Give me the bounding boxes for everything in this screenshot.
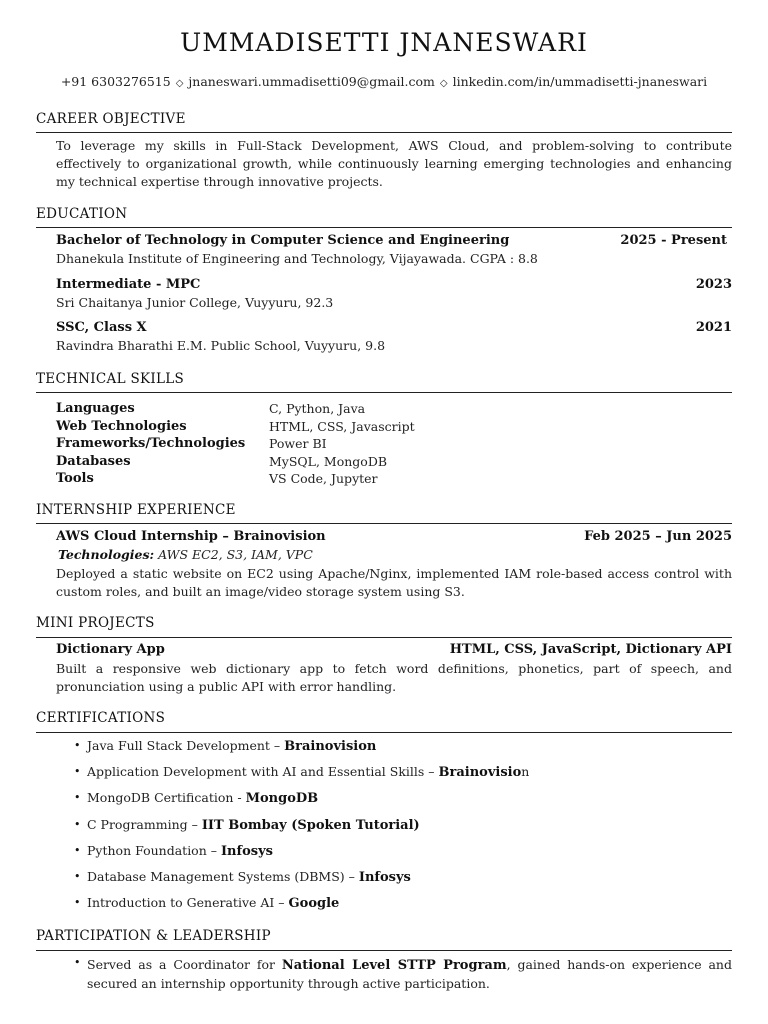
section-divider [36,732,732,733]
leadership-item [74,956,732,993]
education-degree: Intermediate - MPC [56,277,201,292]
section-title-technical-skills: TECHNICAL SKILLS [36,371,185,387]
cert-issuer: IIT Bombay (Spoken Tutorial) [201,817,420,833]
skill-row [56,470,732,488]
certifications-list [74,736,732,919]
section-divider [36,392,732,393]
cert-issuer: Google [288,896,340,912]
cert-issuer: Brainovision [284,739,377,754]
leadership-suffix: , gained hands-on experience and secured an internship opportunity through active participation. [87,957,732,991]
list-item [74,815,732,841]
project-stack: HTML, CSS, JavaScript, Dictionary API [449,642,732,657]
bullet-icon: • [74,869,81,883]
education-institution: Ravindra Bharathi E.M. Public School, Vuyyuru, 9.8 [56,338,386,353]
education-institution: Dhanekula Institute of Engineering and Technology, Vijayawada. CGPA : 8.8 [56,251,538,266]
internship-role: AWS Cloud Internship – Brainovision [56,529,326,544]
contact-line [0,74,768,89]
bullet-icon: • [74,791,81,805]
education-degree: SSC, Class X [56,320,147,335]
section-divider [36,950,732,951]
skills-table [56,400,732,488]
section-divider [36,132,732,133]
skill-category: Languages [56,401,135,416]
skill-values: MySQL, MongoDB [269,453,388,469]
section-divider [36,227,732,228]
skill-values: C, Python, Java [269,401,366,416]
cert-name: Database Management Systems (DBMS) – [87,868,359,884]
section-title-education: EDUCATION [36,206,128,222]
education-period: 2023 [695,277,732,292]
list-item [74,736,732,762]
project-name: Dictionary App [56,642,165,657]
linkedin-link[interactable]: linkedin.com/in/ummadisetti-jnaneswari [452,74,708,89]
list-item [74,762,732,788]
skill-values: Power BI [269,436,327,452]
bullet-icon: • [74,739,81,752]
diamond-separator-icon: ◇ [175,78,184,89]
bullet-icon: • [74,956,81,969]
list-item [74,841,732,867]
bullet-icon: • [74,817,81,831]
career-objective-text: To leverage my skills in Full-Stack Development, AWS Cloud, and problem-solving to contribute effectively to organizational growth, while continuously learning emerging technologies and enhancing my technical expertise through innovative projects. [56,138,732,189]
section-title-certifications: CERTIFICATIONS [36,710,166,726]
skill-category: Web Technologies [56,418,187,434]
phone-number: +91 6303276515 [60,74,171,89]
cert-name: MongoDB Certification - [87,790,246,806]
cert-name: Introduction to Generative AI – [87,895,289,911]
section-title-internship: INTERNSHIP EXPERIENCE [36,502,236,518]
technologies-value: AWS EC2, S3, IAM, VPC [158,547,313,562]
section-divider [36,637,732,638]
internship-period: Feb 2025 – Jun 2025 [584,529,732,544]
skill-row [56,435,732,453]
list-item [74,893,732,919]
internship-description: Deployed a static website on EC2 using Apache/Nginx, implemented IAM role-based access control with custom roles, and built an image/video storage system using S3. [56,566,732,599]
cert-issuer: Infosys [358,869,411,885]
section-title-mini-projects: MINI PROJECTS [36,615,155,631]
cert-issuer: Infosys [220,843,273,859]
email-link[interactable]: jnaneswari.ummadisetti09@gmail.com [188,74,435,89]
list-item [74,867,732,893]
education-institution: Sri Chaitanya Junior College, Vuyyuru, 92.3 [56,295,334,310]
cert-name: C Programming – [87,816,202,832]
list-item [74,788,732,814]
bullet-icon: • [74,843,81,857]
cert-name: Python Foundation – [87,842,221,858]
cert-issuer: Brainovisio [438,765,522,781]
technologies-label: Technologies: [58,547,155,562]
leadership-program: National Level STTP Program [281,958,507,973]
skill-values: HTML, CSS, Javascript [269,418,415,434]
skill-row [56,400,732,418]
skill-category: Databases [56,453,131,469]
candidate-name: UMMADISETTI JNANESWARI [180,28,588,57]
education-degree: Bachelor of Technology in Computer Science and Engineering [56,233,510,248]
cert-issuer: MongoDB [245,791,319,807]
skill-category: Tools [56,471,94,487]
section-divider [36,523,732,524]
skill-row [56,418,732,436]
bullet-icon: • [74,765,81,779]
project-description: Built a responsive web dictionary app to fetch word definitions, phonetics, part of speech, and pronunciation using a public API with error handling. [56,661,732,694]
education-period: 2025 - Present [620,233,727,248]
bullet-icon: • [74,896,81,910]
section-title-leadership: PARTICIPATION & LEADERSHIP [36,928,271,944]
section-title-career-objective: CAREER OBJECTIVE [36,111,186,127]
skill-row [56,453,732,471]
education-period: 2021 [695,320,732,335]
diamond-separator-icon: ◇ [439,78,448,89]
internship-technologies [58,547,313,562]
skill-values: VS Code, Jupyter [269,471,378,487]
cert-suffix: n [521,764,530,780]
skill-category: Frameworks/Technologies [56,436,246,452]
cert-name: Java Full Stack Development – [87,738,285,753]
leadership-prefix: Served as a Coordinator for [87,957,282,972]
cert-name: Application Development with AI and Essential Skills – [87,764,439,780]
